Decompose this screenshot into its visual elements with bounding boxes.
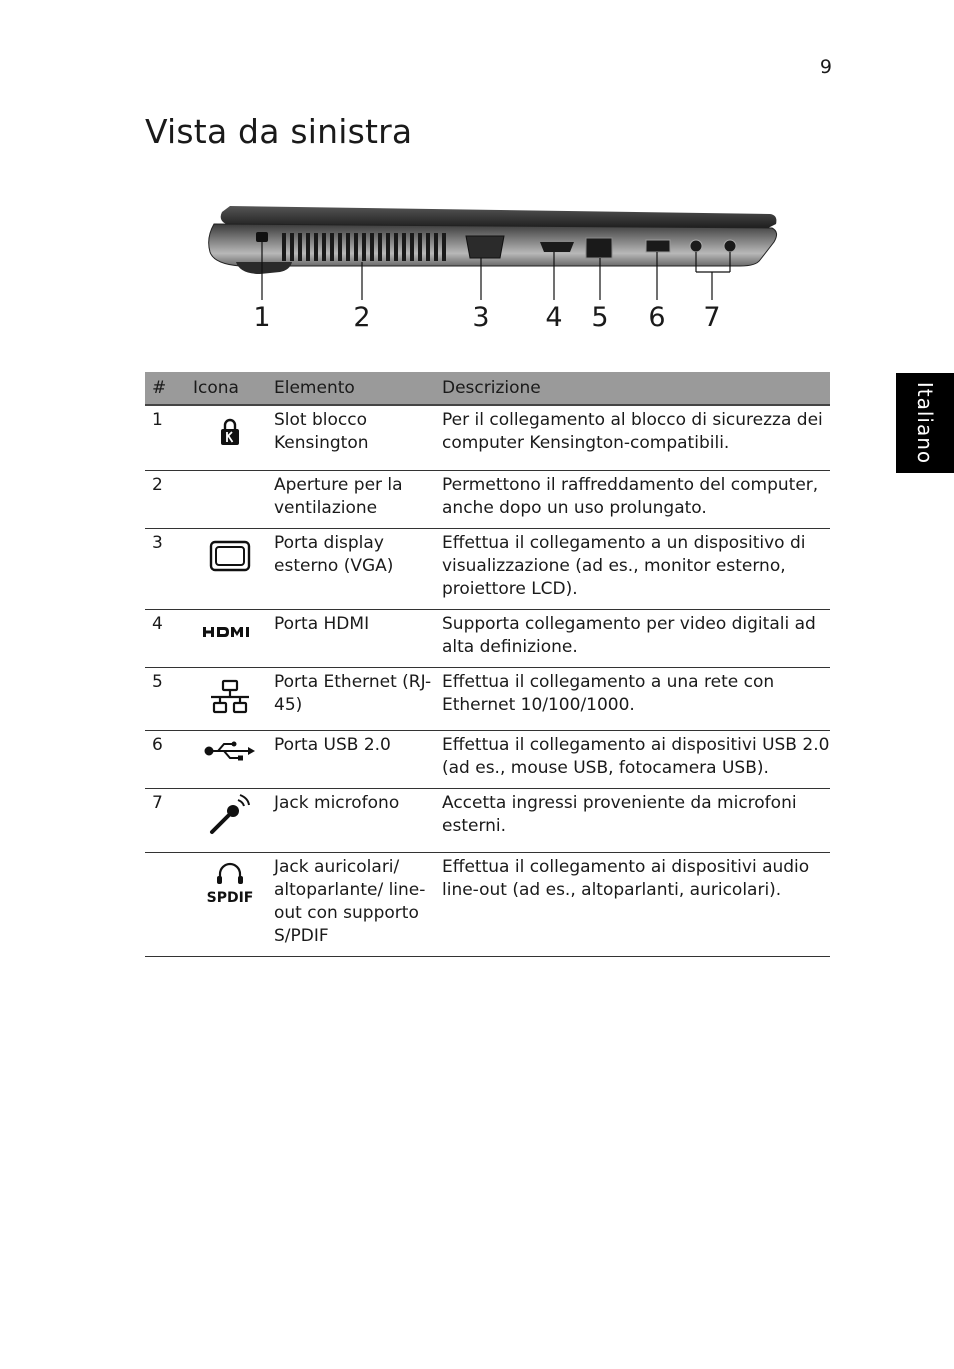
page-number: 9 (819, 56, 832, 78)
kensington-lock-icon (219, 417, 241, 447)
row-num (145, 852, 193, 956)
table-row (145, 405, 830, 470)
row-description: Effettua il collegamento a una rete con Ethernet 10/100/1000. (434, 667, 830, 730)
row-element: Jack auricolari/ altoparlante/ line-out con supporto S/PDIF (267, 852, 434, 956)
port-ethernet (586, 238, 612, 258)
language-tab (896, 373, 954, 473)
table-row (145, 528, 830, 609)
callout-5: 5 (591, 302, 609, 333)
ports-table (145, 372, 830, 957)
row-num: 1 (145, 405, 193, 470)
port-hdmi (540, 242, 574, 252)
ethernet-network-icon (209, 679, 251, 715)
callout-2: 2 (353, 302, 371, 333)
row-num: 7 (145, 788, 193, 852)
language-tab-label: Italiano (913, 381, 937, 465)
header-description: Descrizione (434, 372, 830, 405)
port-usb (646, 240, 670, 252)
port-vents (282, 233, 446, 261)
row-num: 2 (145, 470, 193, 528)
row-element: Porta Ethernet (RJ-45) (267, 667, 434, 730)
callout-1: 1 (253, 302, 271, 333)
row-description: Effettua il collegamento ai dispositivi audio line-out (ad es., altoparlanti, auricolari). (434, 852, 830, 956)
row-description: Supporta collegamento per video digitali ad alta definizione. (434, 609, 830, 667)
headphone-spdif-icon (202, 862, 258, 906)
callout-7: 7 (703, 302, 721, 333)
port-kensington (256, 232, 268, 242)
header-element: Elemento (267, 372, 434, 405)
row-description: Effettua il collegamento ai dispositivi USB 2.0 (ad es., mouse USB, fotocamera USB). (434, 730, 830, 788)
row-num: 3 (145, 528, 193, 609)
row-description: Accetta ingressi proveniente da microfoni esterni. (434, 788, 830, 852)
hdmi-icon (202, 625, 258, 639)
row-num: 4 (145, 609, 193, 667)
page-title: Vista da sinistra (145, 112, 413, 151)
row-description: Per il collegamento al blocco di sicurezza dei computer Kensington-compatibili. (434, 405, 830, 470)
row-element: Porta HDMI (267, 609, 434, 667)
header-icon: Icona (193, 372, 267, 405)
row-element: Aperture per la ventilazione (267, 470, 434, 528)
callout-6: 6 (648, 302, 666, 333)
row-description: Permettono il raffreddamento del computer, anche dopo un uso prolungato. (434, 470, 830, 528)
row-num: 6 (145, 730, 193, 788)
row-element: Porta USB 2.0 (267, 730, 434, 788)
port-vga (466, 236, 504, 258)
table-row (145, 852, 830, 956)
table-row (145, 667, 830, 730)
row-element: Jack microfono (267, 788, 434, 852)
callout-4: 4 (545, 302, 563, 333)
table-row (145, 609, 830, 667)
spdif-label: SPDIF (206, 889, 254, 906)
row-element: Porta display esterno (VGA) (267, 528, 434, 609)
table-header-row (145, 372, 830, 405)
port-headphone-jack (724, 240, 736, 252)
port-mic-jack (690, 240, 702, 252)
table-row (145, 730, 830, 788)
usb-icon (204, 740, 256, 762)
row-element: Slot blocco Kensington (267, 405, 434, 470)
table-row (145, 470, 830, 528)
row-num: 5 (145, 667, 193, 730)
vga-display-icon (209, 540, 251, 572)
row-description: Effettua il collegamento a un dispositivo di visualizzazione (ad es., monitor esterno, proiettore LCD). (434, 528, 830, 609)
microphone-icon (208, 792, 252, 836)
callout-3: 3 (472, 302, 490, 333)
table-row (145, 788, 830, 852)
header-num: # (145, 372, 193, 405)
